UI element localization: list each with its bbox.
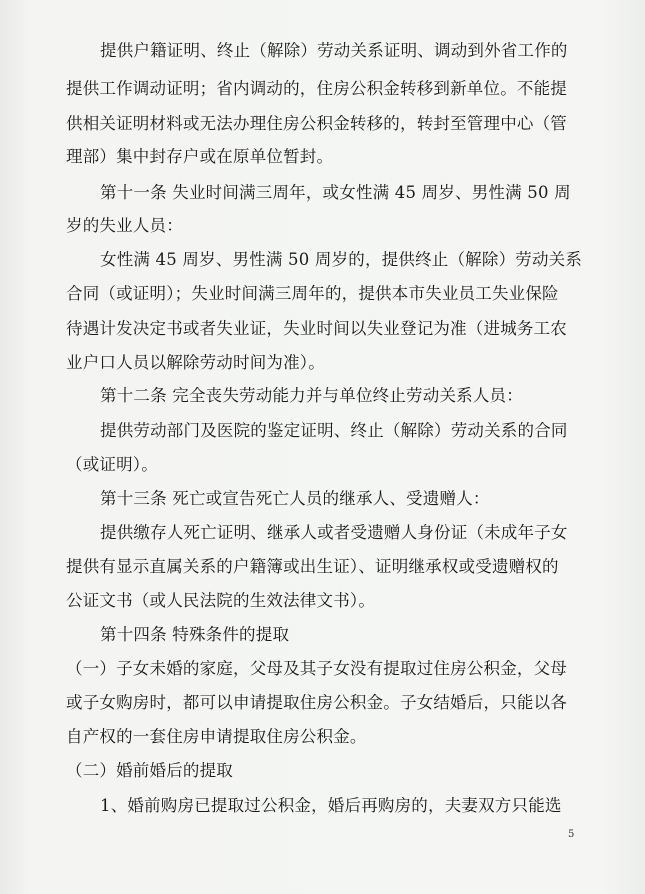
text-line: 自产权的一套住房申请提取住房公积金。	[66, 727, 367, 746]
text-line: 提供工作调动证明；省内调动的，住房公积金转移到新单位。不能提	[66, 79, 567, 98]
text-line: 女性满 45 周岁、男性满 50 周岁的，提供终止（解除）劳动关系	[100, 250, 583, 269]
text-line: （或证明）。	[66, 455, 158, 474]
text-line: 提供劳动部门及医院的鉴定证明、终止（解除）劳动关系的合同	[100, 421, 568, 440]
text-line: 业户口人员以解除劳动时间为准）。	[66, 353, 325, 372]
text-line: 岁的失业人员：	[66, 216, 183, 235]
text-line: （一）子女未婚的家庭，父母及其子女没有提取过住房公积金，父母	[66, 659, 567, 678]
page-number: 5	[568, 829, 575, 840]
article-heading: 第十二条 完全丧失劳动能力并与单位终止劳动关系人员：	[100, 386, 523, 405]
article-heading: 第十四条 特殊条件的提取	[100, 625, 290, 644]
text-line: 公证文书（或人民法院的生效法律文书）。	[66, 591, 376, 610]
text-line: 提供户籍证明、终止（解除）劳动关系证明、调动到外省工作的	[100, 41, 568, 60]
text-line: 提供有显示直属关系的户籍簿或出生证）、证明继承权或受遗赠权的	[66, 557, 559, 576]
section-heading: （二）婚前婚后的提取	[66, 761, 233, 780]
text-line: 供相关证明材料或无法办理住房公积金转移的，转封至管理中心（管	[66, 114, 567, 133]
text-line: 或子女购房时，都可以申请提取住房公积金。子女结婚后，只能以各	[66, 693, 567, 712]
text-line: 合同（或证明）；失业时间满三周年的，提供本市失业员工失业保险	[66, 284, 559, 303]
text-line: 1、婚前购房已提取过公积金，婚后再购房的，夫妻双方只能选	[100, 796, 562, 815]
article-heading: 第十三条 死亡或宣告死亡人员的继承人、受遗赠人：	[100, 489, 490, 508]
article-heading: 第十一条 失业时间满三周年，或女性满 45 周岁、男性满 50 周	[100, 183, 571, 202]
text-line: 提供缴存人死亡证明、继承人或者受遗赠人身份证（未成年子女	[100, 523, 568, 542]
text-line: 待遇计发决定书或者失业证，失业时间以失业登记为准（进城务工农	[66, 319, 567, 338]
text-line: 理部）集中封存户或在原单位暂封。	[66, 147, 334, 166]
